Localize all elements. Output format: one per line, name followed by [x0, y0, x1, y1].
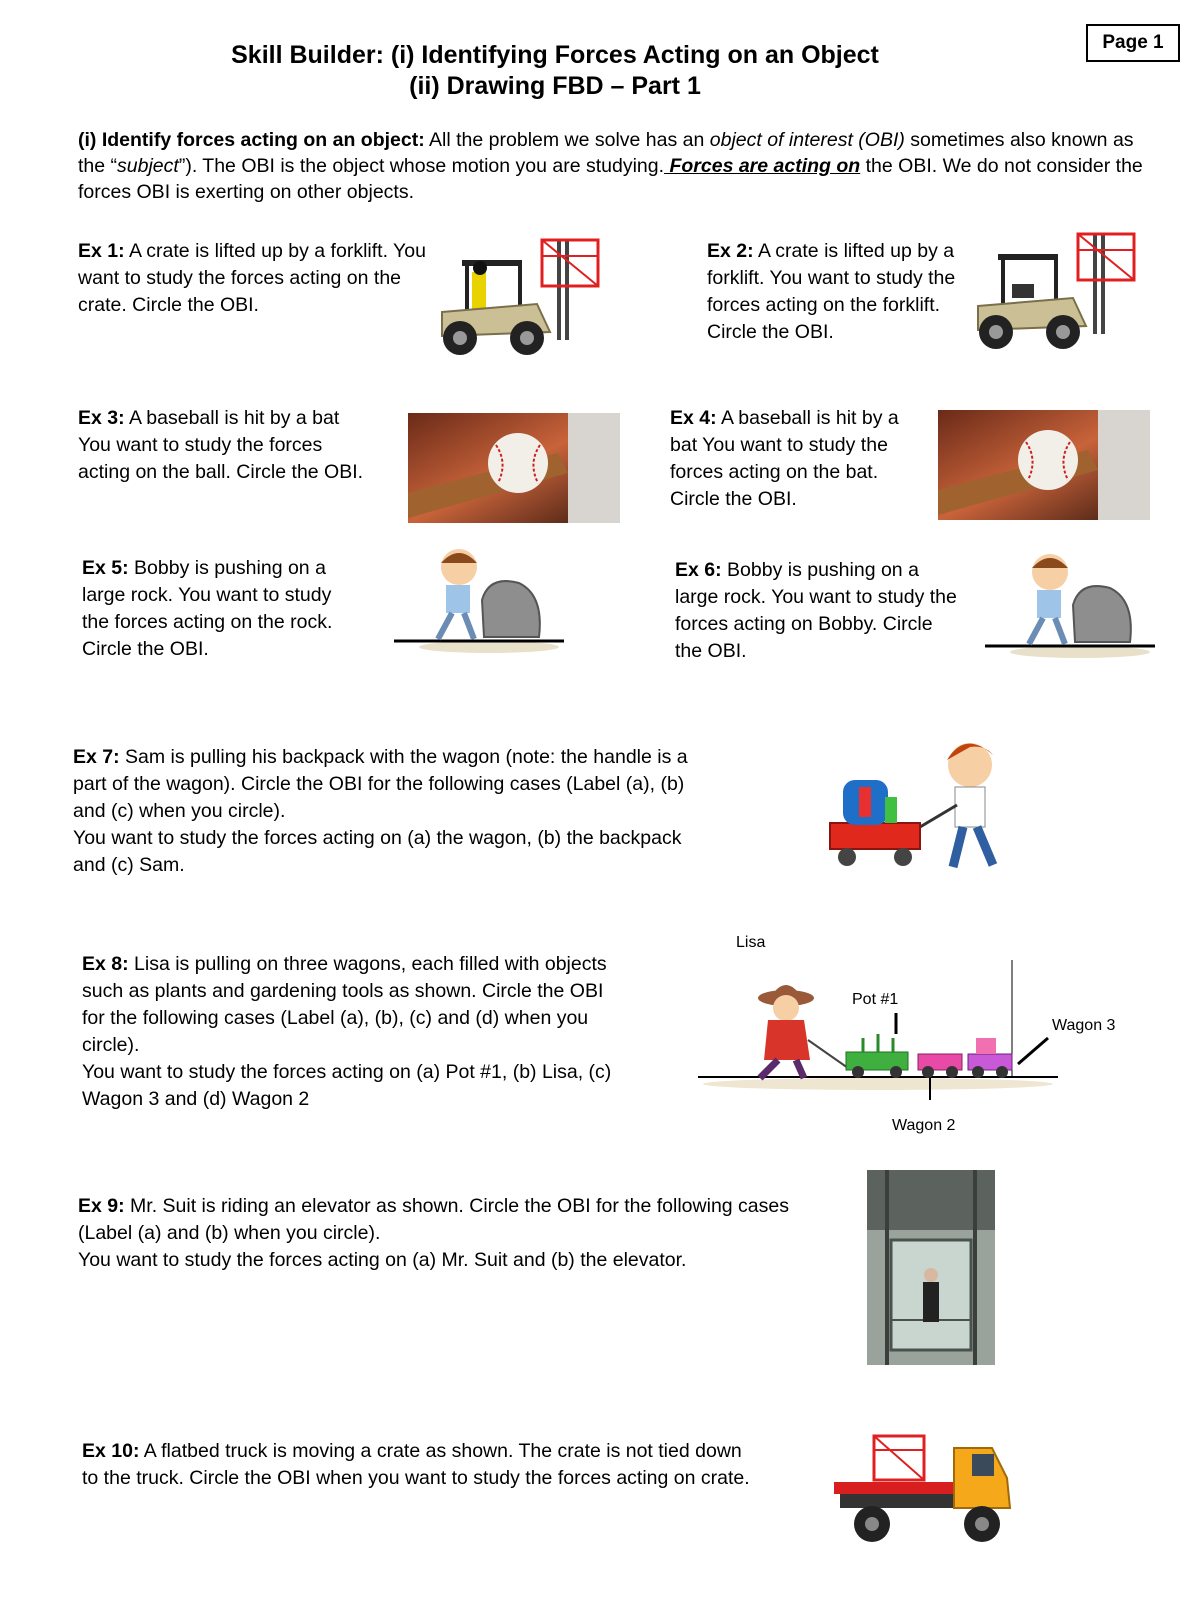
- example-9-body: Mr. Suit is riding an elevator as shown. Circle the OBI for the following cases (Label (a) and (b) when you circle).: [78, 1195, 789, 1244]
- example-2-text: [707, 238, 957, 346]
- baseball-bat-image-1: [408, 413, 620, 523]
- example-8-label: Ex 8:: [82, 953, 129, 975]
- label-wagon-2: Wagon 2: [892, 1117, 956, 1134]
- example-9-text: [78, 1193, 798, 1274]
- boy-pulling-wagon-image: [825, 735, 1035, 885]
- boy-pushing-rock-image-2: [985, 550, 1155, 660]
- example-5-body: Bobby is pushing on a large rock. You want to study the forces acting on the rock. Circle the OBI.: [82, 557, 333, 660]
- example-9-label: Ex 9:: [78, 1195, 125, 1217]
- example-7-body: Sam is pulling his backpack with the wagon (note: the handle is a part of the wagon). Circle the OBI for the following cases (Label (a), (b) and (c) when you circle).: [73, 746, 688, 822]
- baseball-bat-image-2: [938, 410, 1150, 520]
- example-10-body: A flatbed truck is moving a crate as shown. The crate is not tied down to the truck. Circle the OBI when you want to study the forces acting on crate.: [82, 1440, 750, 1489]
- example-1-label: Ex 1:: [78, 240, 125, 262]
- example-1-body: A crate is lifted up by a forklift. You want to study the forces acting on the crate. Circle the OBI.: [78, 240, 426, 316]
- example-5-text: [82, 555, 352, 663]
- example-2-body: A crate is lifted up by a forklift. You want to study the forces acting on the forklift. Circle the OBI.: [707, 240, 956, 343]
- intro-subject: subject: [117, 155, 179, 177]
- example-9-body-2: You want to study the forces acting on (a) Mr. Suit and (b) the elevator.: [78, 1249, 687, 1271]
- example-3-text: [78, 405, 368, 486]
- intro-text-2: sometimes also known as the “: [78, 129, 1134, 177]
- intro-obi-phrase: object of interest (OBI): [709, 129, 905, 151]
- intro-text-3: ”). The OBI is the object whose motion you are studying.: [178, 155, 665, 177]
- example-4-text: [670, 405, 925, 513]
- example-1-text: [78, 238, 436, 319]
- example-6-label: Ex 6:: [675, 559, 722, 581]
- flatbed-truck-image: [832, 1428, 1032, 1558]
- example-6-text: [675, 557, 965, 665]
- example-2-label: Ex 2:: [707, 240, 754, 262]
- label-pot-1: Pot #1: [852, 991, 899, 1008]
- page-label: Page 1: [1086, 24, 1180, 62]
- example-4-body: A baseball is hit by a bat You want to study the forces acting on the bat. Circle the OBI.: [670, 407, 899, 510]
- intro-paragraph: [78, 127, 1148, 205]
- label-wagon-3: Wagon 3: [1052, 1017, 1116, 1034]
- intro-text-1: All the problem we solve has an: [424, 129, 710, 151]
- example-4-label: Ex 4:: [670, 407, 717, 429]
- example-8-text: [82, 951, 622, 1113]
- example-10-text: [82, 1438, 762, 1492]
- forklift-image-2: [968, 226, 1158, 356]
- intro-text-4: the OBI. We do not consider the forces OBI is exerting on other objects.: [78, 155, 1143, 203]
- label-lisa: Lisa: [736, 934, 766, 951]
- girl-pulling-wagons-image: [698, 960, 1058, 1100]
- example-8-body: Lisa is pulling on three wagons, each filled with objects such as plants and gardening tools as shown. Circle the OBI for the following cases (Label (a), (b), (c) and (d) when you circle).: [82, 953, 607, 1056]
- intro-heading: (i) Identify forces acting on an object:: [78, 129, 425, 151]
- example-8-body-2: You want to study the forces acting on (a) Pot #1, (b) Lisa, (c) Wagon 3 and (d) Wagon 2: [82, 1061, 612, 1110]
- example-10-label: Ex 10:: [82, 1440, 140, 1462]
- intro-emphasis: Forces are acting on: [664, 155, 861, 177]
- example-3-label: Ex 3:: [78, 407, 125, 429]
- title-line-2: (ii) Drawing FBD – Part 1: [409, 72, 701, 100]
- title-line-1: Skill Builder: (i) Identifying Forces Acting on an Object: [231, 41, 879, 69]
- example-7-text: [73, 744, 693, 879]
- forklift-image-1: [432, 232, 622, 362]
- elevator-image: [867, 1170, 995, 1365]
- example-7-label: Ex 7:: [73, 746, 120, 768]
- example-3-body: A baseball is hit by a bat You want to study the forces acting on the ball. Circle the OBI.: [78, 407, 364, 483]
- example-7-body-2: You want to study the forces acting on (a) the wagon, (b) the backpack and (c) Sam.: [73, 827, 682, 876]
- page-title: [0, 40, 1110, 102]
- example-6-body: Bobby is pushing on a large rock. You want to study the forces acting on Bobby. Circle the OBI.: [675, 559, 957, 662]
- boy-pushing-rock-image-1: [394, 545, 564, 655]
- example-5-label: Ex 5:: [82, 557, 129, 579]
